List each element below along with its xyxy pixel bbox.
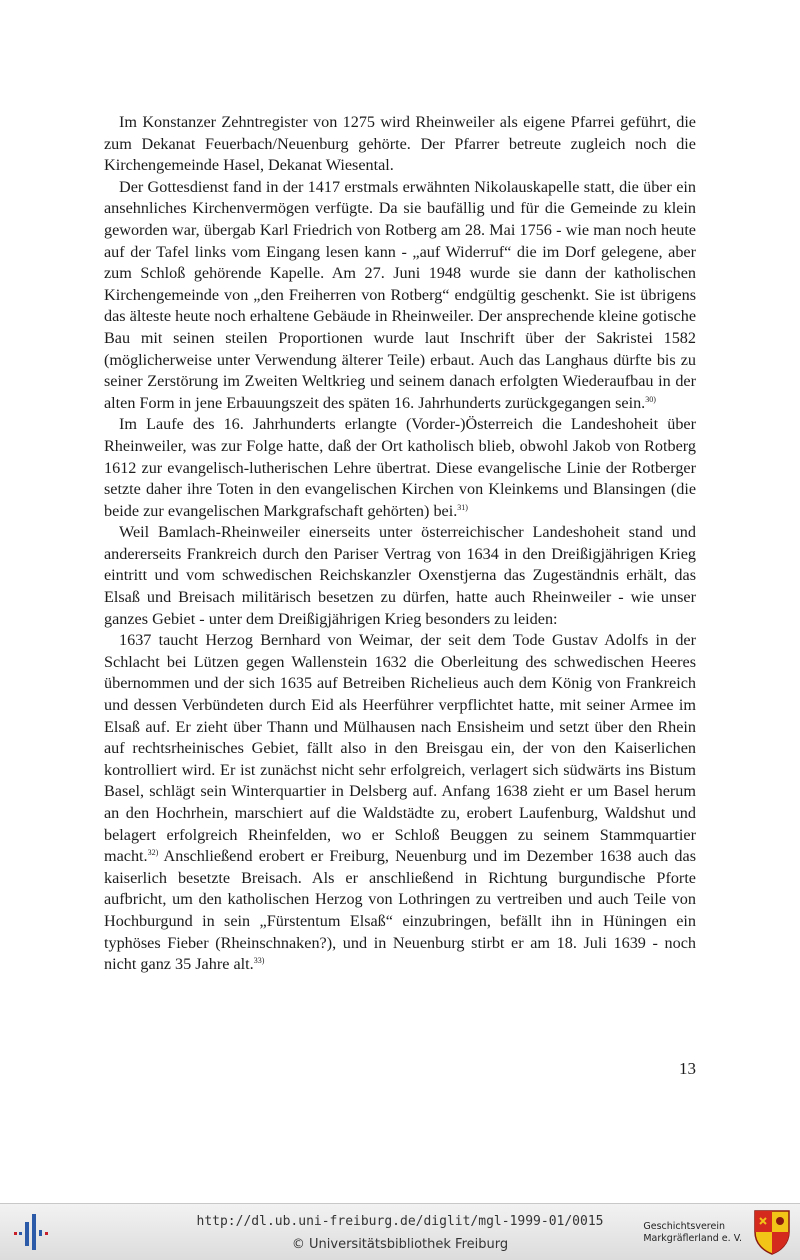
footer-bar <box>0 1203 800 1260</box>
coat-of-arms-icon <box>752 1208 792 1256</box>
paragraph-1 <box>104 112 696 177</box>
footnote-ref-31: 31) <box>457 502 468 512</box>
paragraph-3 <box>104 414 696 522</box>
footnote-ref-30: 30) <box>645 394 656 404</box>
paragraph-5-text: 1637 taucht Herzog Bernhard von Weimar, der seit dem Tode Gustav Adolfs in der Schlacht bei Lützen gegen Wallenstein 1632 die Oberleitung des schwedischen Heeres übernommen und der sich 1635 auf Betreiben Richelieus auch dem König von Frankreich und dessen Verbündeten durch Eid als Heerführer verpflichtet hatte, mit seiner Armee im Elsaß auf. Er zieht über Thann und Mülhausen nach Ensisheim und setzt über den Rhein auf rechtsrheinisches Gebiet, fällt also in den Breisgau ein, der von den Kaiserlichen kontrolliert wird. Er ist zunächst nicht sehr erfolgreich, verlagert sich südwärts ins Bistum Basel, schlägt sein Winterquartier in Delsberg auf. Anfang 1638 zieht er um Basel herum an den Hochrhein, marschiert auf die Waldstädte zu, erobert Laufenburg, Waldshut und belagert erfolgreich Rheinfelden, wo er Schloß Beuggen zu seinem Stammquartier macht. <box>104 631 696 866</box>
paragraph-2-text: Der Gottesdienst fand in der 1417 erstmals erwähnten Nikolauskapelle statt, die über ein ansehnliches Kirchenvermögen verfügte. Da sie baufällig und für die Gemeinde zu klein geworden war, übergab Karl Friedrich von Rotberg am 28. Mai 1756 - wie man noch heute auf der Tafel links vom Eingang lesen kann - „auf Widerruf“ die im Dorf gelegene, aber zum Schloß gehörende Kapelle. Am 27. Juni 1948 wurde sie dann der katholischen Kirchengemeinde von „den Freiherren von Rotberg“ endgültig geschenkt. Sie ist übrigens das älteste heute noch erhaltene Gebäude in Rheinweiler. Der ansprechende kleine gotische Bau mit seinen steilen Proportionen wurde laut Inschrift über der Sakristei 1582 (möglicherweise unter Verwendung älterer Teile) erbaut. Auch das Langhaus dürfte bis zu seiner Zerstörung im Zweiten Weltkrieg und seinem danach erfolgten Wiederaufbau in der alten Form in jene Erbauungszeit des späten 16. Jahrhunderts zurückgegangen sein. <box>104 177 696 412</box>
paragraph-5 <box>104 630 696 976</box>
footnote-ref-32: 32) <box>147 848 159 858</box>
society-line-2: Markgräflerland e. V. <box>643 1233 742 1244</box>
footer-copyright: © Universitätsbibliothek Freiburg <box>291 1237 509 1252</box>
paragraph-1-text: Im Konstanzer Zehntregister von 1275 wird Rheinweiler als eigene Pfarrei geführt, die zum Dekanat Feuerbach/Neuenburg gehörte. Der Pfarrer betreute zugleich noch die Kirchengemeinde Hasel, Dekanat Wiesental. <box>104 113 696 175</box>
paragraph-3-text: Im Laufe des 16. Jahrhunderts erlangte (Vorder-)Österreich die Landeshoheit über Rheinweiler, was zur Folge hatte, daß der Ort katholisch blieb, obwohl Jakob von Rotberg 1612 zur evangelisch-lutherischen Lehre übertrat. Diese evangelische Linie der Rotberger setzte daher ihre Toten in den evangelischen Kirchen von Kleinkems und Blansingen (die beide zur evangelischen Markgrafschaft gehörten) bei. <box>104 415 696 520</box>
footer-url-link[interactable]: http://dl.ub.uni-freiburg.de/diglit/mgl-1999-01/0015 <box>196 1214 604 1229</box>
page-number: 13 <box>679 1059 696 1078</box>
society-name <box>643 1221 742 1245</box>
paragraph-4 <box>104 522 696 630</box>
society-line-1: Geschichtsverein <box>643 1221 725 1232</box>
footnote-ref-33: 33) <box>253 956 265 966</box>
paragraph-4-text: Weil Bamlach-Rheinweiler einerseits unter österreichischer Landeshoheit stand und andererseits Frankreich durch den Pariser Vertrag von 1634 in den Dreißigjährigen Krieg eintritt und vom schwedischen Reichskanzler Oxenstjerna das Zugeständnis erhält, das Elsaß und Breisach militärisch besetzen zu dürfen, hatte auch Rheinweiler - wie unser ganzes Gebiet - unter dem Dreißigjährigen Krieg besonders zu leiden: <box>104 523 696 628</box>
paragraph-5-text-continued: Anschließend erobert er Freiburg, Neuenburg und im Dezember 1638 auch das kaiserlich besetzte Breisach. Als er anschließend in Richtung burgundische Pforte aufbricht, um den katholischen Herzog von Lothringen zu vertreiben und auch Teile von Hochburgund in sein „Fürstentum Elsaß“ einzubringen, befällt ihn in Hüningen ein typhöses Fieber (Rheinschnaken?), und in Neuenburg stirbt er am 18. Juli 1639 - noch nicht ganz 35 Jahre alt. <box>104 847 696 974</box>
paragraph-2 <box>104 177 696 415</box>
document-body <box>104 112 696 976</box>
